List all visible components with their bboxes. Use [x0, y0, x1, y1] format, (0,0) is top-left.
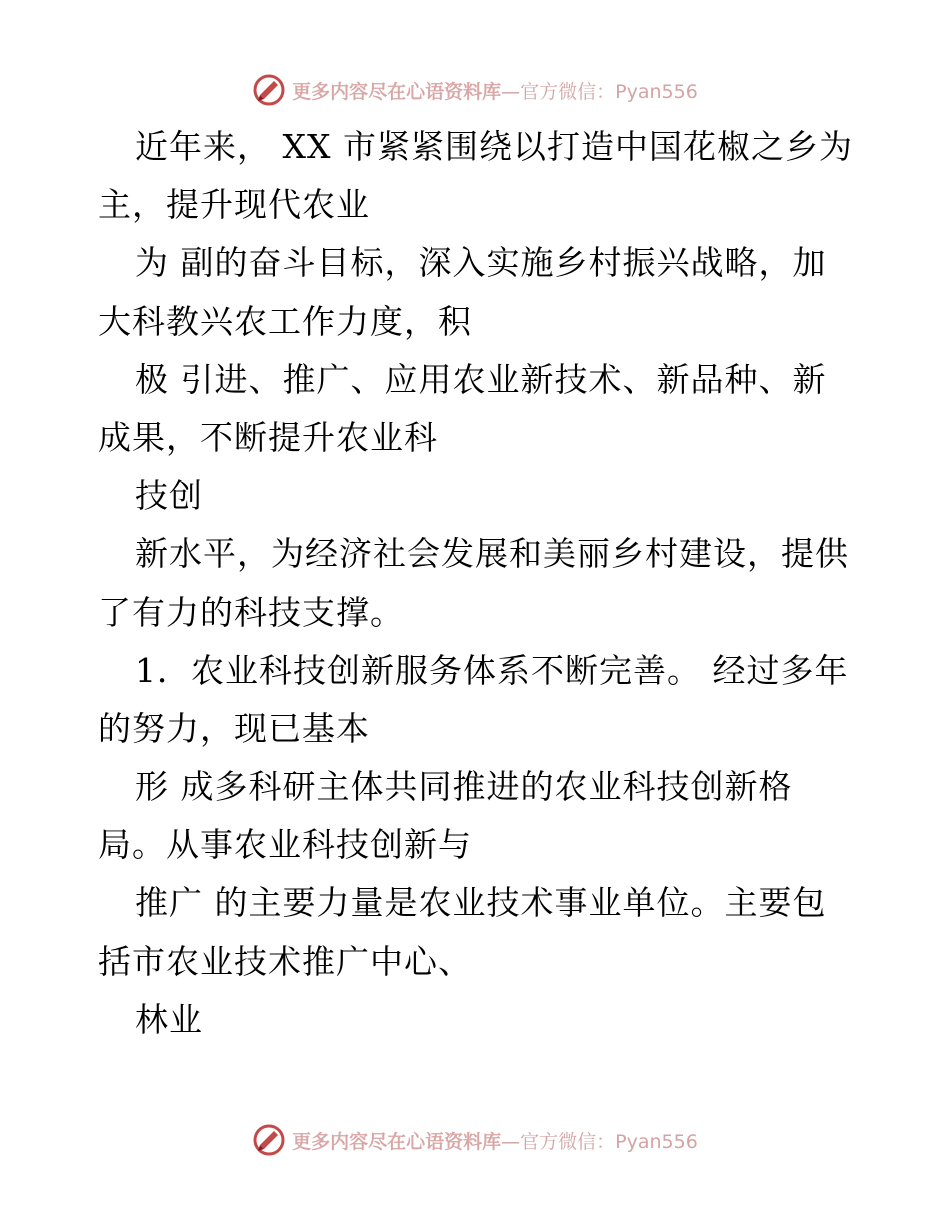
paragraph-line: 推广 的主要力量是农业技术事业单位。主要包	[135, 883, 827, 923]
paragraph-line: 新水平，为经济社会发展和美丽乡村建设，提供	[135, 534, 849, 574]
paragraph-line: 主，提升现代农业	[98, 185, 370, 225]
paragraph-line: 括市农业技术推广中心、	[98, 941, 472, 981]
paragraph-line: 为 副的奋斗目标，深入实施乡村振兴战略，加	[135, 243, 827, 283]
watermark-text: 更多内容尽在心语资料库—官方微信：Pyan556	[292, 80, 698, 103]
paragraph-line: 1．农业科技创新服务体系不断完善。 经过多年	[135, 650, 849, 690]
pen-logo-icon	[252, 1123, 286, 1157]
paragraph-line: 极 引进、推广、应用农业新技术、新品种、新	[135, 359, 827, 399]
paragraph-line: 大科教兴农工作力度，积	[98, 301, 472, 341]
paragraph-line: 了有力的科技支撑。	[98, 592, 404, 632]
paragraph-line: 形 成多科研主体共同推进的农业科技创新格	[135, 767, 793, 807]
document-body	[98, 118, 858, 1049]
paragraph-line: 近年来， XX 市紧紧围绕以打造中国花椒之乡为	[135, 127, 853, 166]
paragraph-line: 林业	[135, 999, 203, 1039]
paragraph-line: 的努力，现已基本	[98, 708, 370, 748]
paragraph-line: 局。从事农业科技创新与	[98, 825, 472, 865]
watermark-text: 更多内容尽在心语资料库—官方微信：Pyan556	[292, 1130, 698, 1153]
header-watermark	[0, 70, 950, 110]
footer-watermark	[0, 1120, 950, 1160]
paragraph-line: 技创	[135, 476, 203, 516]
pen-logo-icon	[252, 73, 286, 107]
paragraph-line: 成果，不断提升农业科	[98, 417, 438, 457]
